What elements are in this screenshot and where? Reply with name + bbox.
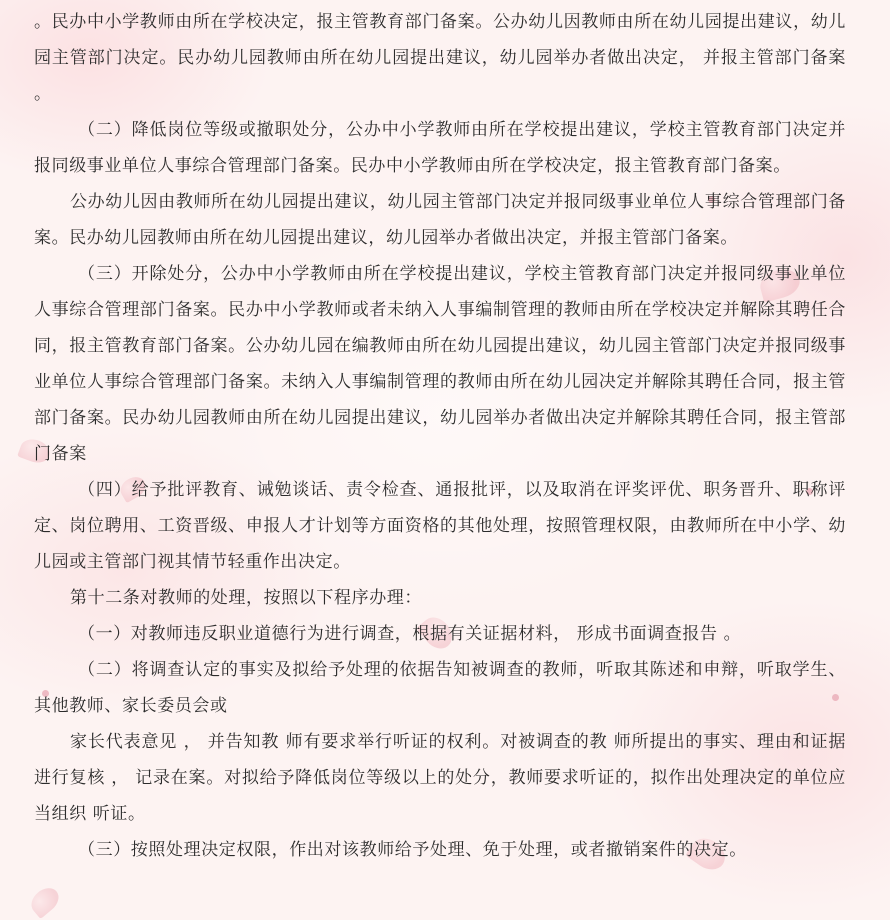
petal-decoration [26, 883, 63, 919]
paragraph-3: 公办幼儿因由教师所在幼儿园提出建议，幼儿园主管部门决定并报同级事业单位人事综合管理部门备案。民办幼儿园教师由所在幼儿园提出建议，幼儿园举办者做出决定，并报主管部门备案。 [34, 192, 846, 248]
paragraph-6: 第十二条对教师的处理，按照以下程序办理： [70, 588, 422, 608]
paragraph-4: （三）开除处分，公办中小学教师由所在学校提出建议，学校主管教育部门决定并报同级事业单位人事综合管理部门备案。民办中小学教师或者未纳入人事编制管理的教师由所在学校决定并解除其聘任合同，报主管教育部门备案。公办幼儿园在编教师由所在幼儿园提出建议，幼儿园主管部门决定并报同级事业单位人事综合管理部门备案。未纳入人事编制管理的教师由所在幼儿园决定并解除其聘任合同，报主管部门备案。民办幼儿园教师由所在幼儿园提出建议，幼儿园举办者做出决定并解除其聘任合同，报主管部门备案 [34, 264, 846, 464]
paragraph-8: （二）将调查认定的事实及拟给予处理的依据告知被调查的教师，听取其陈述和申辩，听取学生、其他教师、家长委员会或 [34, 660, 846, 716]
paragraph-5: （四）给予批评教育、诫勉谈话、责令检查、通报批评，以及取消在评奖评优、职务晋升、职称评定、岗位聘用、工资晋级、申报人才计划等方面资格的其他处理，按照管理权限，由教师所在中小学、幼儿园或主管部门视其情节轻重作出决定。 [34, 480, 846, 572]
document-body [34, 4, 846, 868]
paragraph-9: 家长代表意见 ， 并告知教 师有要求举行听证的权利。对被调查的教 师所提出的事实、理由和证据进行复核 ， 记录在案。对拟给予降低岗位等级以上的处分，教师要求听证的，拟作出处理决定的单位应当组织 听证。 [34, 732, 846, 824]
paragraph-7: （一）对教师违反职业道德行为进行调查，根据有关证据材料， 形成书面调查报告 。 [78, 624, 742, 644]
paragraph-10: （三）按照处理决定权限，作出对该教师给予处理、免于处理，或者撤销案件的决定。 [78, 840, 747, 860]
paragraph-2: （二）降低岗位等级或撤职处分，公办中小学教师由所在学校提出建议，学校主管教育部门决定并报同级事业单位人事综合管理部门备案。民办中小学教师由所在学校决定，报主管教育部门备案。 [34, 120, 846, 176]
paragraph-1: 。民办中小学教师由所在学校决定，报主管教育部门备案。公办幼儿因教师由所在幼儿园提出建议，幼儿园主管部门决定。民办幼儿园教师由所在幼儿园提出建议，幼儿园举办者做出决定， 并报主管部门备案 。 [34, 12, 846, 104]
